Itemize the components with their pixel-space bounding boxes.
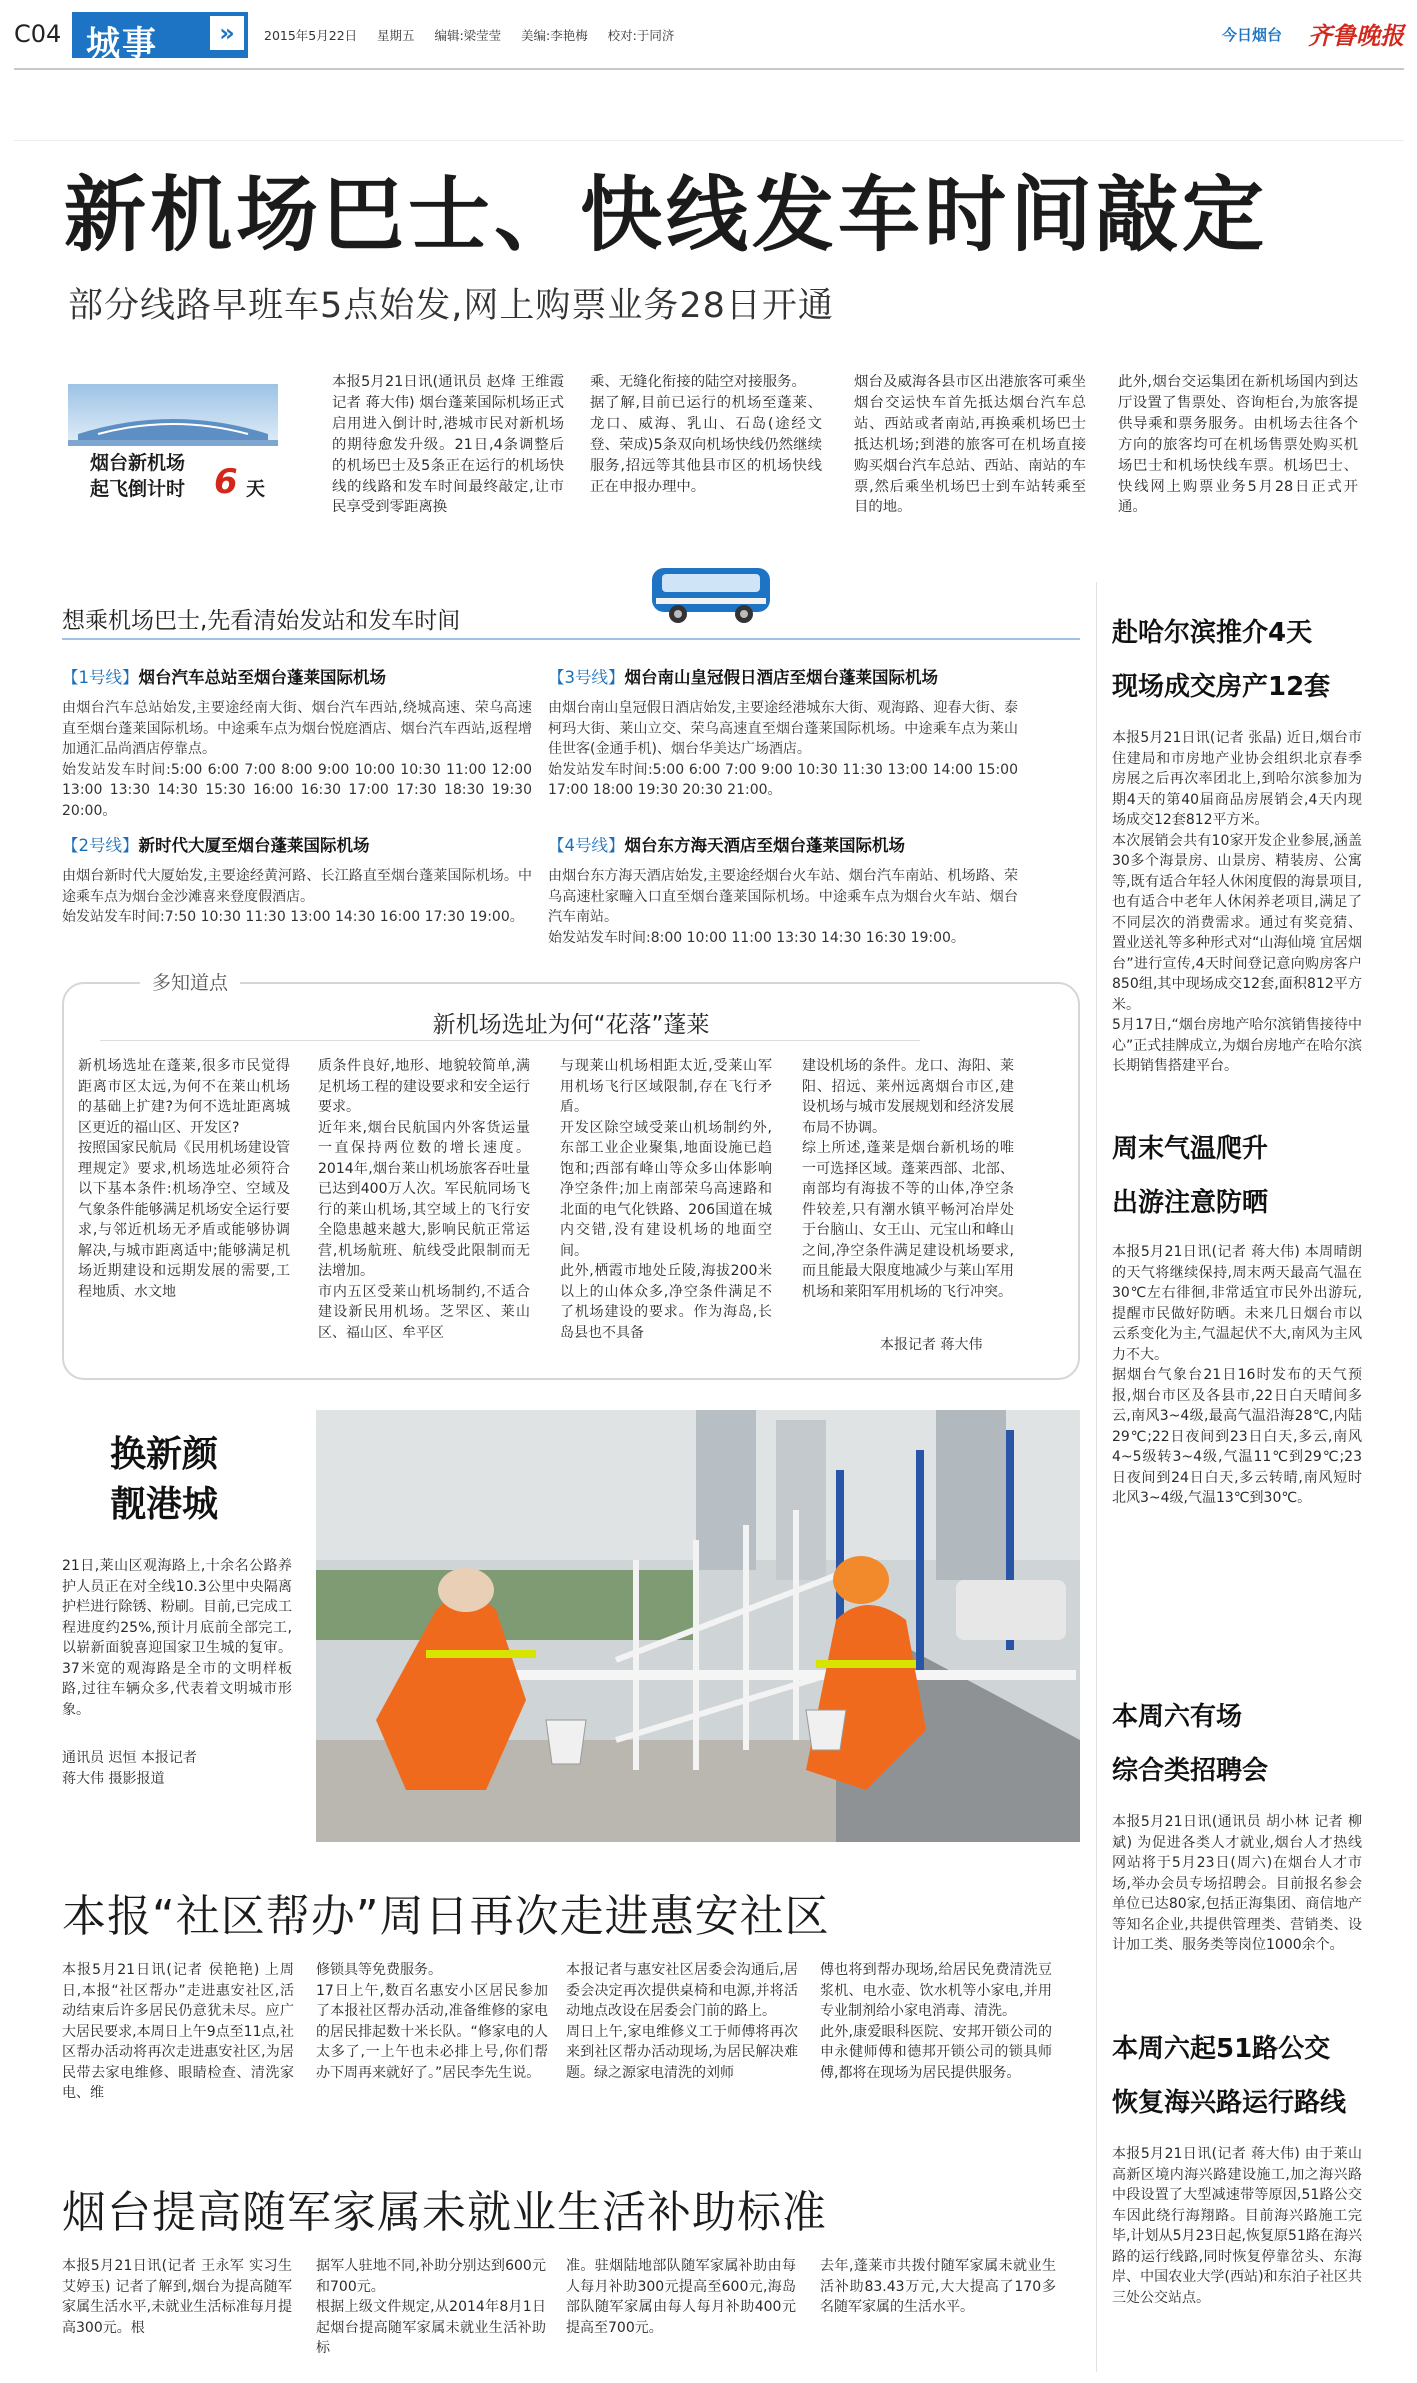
header-meta — [264, 26, 674, 44]
military-col-2: 据军人驻地不同,补助分别达到600元和700元。 根据上级文件规定,从2014年8月1日起烟台提高随军家属未就业生活补助标 — [316, 2258, 546, 2356]
military-col-3: 准。驻烟陆地部队随军家属补助由每人每月补助300元提高至600元,海岛部队随军家属由每人每月补助400元提高至700元。 — [566, 2258, 796, 2336]
bus-heading: 想乘机场巴士,先看清始发站和发车时间 — [62, 608, 461, 634]
military-headline: 烟台提高随军家属未就业生活补助标准 — [62, 2187, 827, 2238]
community-col-4: 傅也将到帮办现场,给居民免费清洗豆浆机、电水壶、饮水机等小家电,并用专业制剂给小家电消毒、清洗。 此外,康爱眼科医院、安邦开锁公司的申永健师傅和德邦开锁公司的锁具师傅,都将在现场为居民提供服务。 — [820, 1962, 1052, 2081]
editor-credit: 编辑:梁莹莹 — [434, 28, 502, 43]
lead-col-3: 烟台及威海各县市区出港旅客可乘坐烟台交运快车首先抵达烟台汽车总站、西站或者南站,再换乘机场巴士抵达机场;到港的旅客可在机场直接购买烟台汽车总站、西站、南站的车票,然后乘坐机场巴士到车站转乘至目的地。 — [854, 374, 1086, 516]
countdown-unit: 天 — [246, 478, 266, 500]
lead-col-1: 本报5月21日讯(通讯员 赵烽 王维霞 记者 蒋大伟) 烟台蓬莱国际机场正式启用进入倒计时,港城市民对新机场的期待愈发升级。21日,4条调整后的机场巴士及5条正在运行的机场快线的线路和发车时间最终敲定,让市民享受到零距离换 — [332, 374, 564, 516]
bus-line-tag: 【2号线】 — [62, 836, 139, 855]
military-col-4: 去年,蓬莱市共拨付随军家属未就业生活补助83.43万元,大大提高了170多名随军家属的生活水平。 — [820, 2258, 1056, 2315]
bus-line-name: 烟台东方海天酒店至烟台蓬莱国际机场 — [624, 836, 905, 855]
bus-heading-rule — [62, 638, 1080, 640]
lead-col-4: 此外,烟台交运集团在新机场国内到达厅设置了售票处、咨询柜台,为旅客提供导乘和票务服务。由机场去往各个方向的旅客均可在机场售票处购买机场巴士和机场快线车票。机场巴士、快线网上购票业务5月28日正式开通。 — [1118, 374, 1358, 516]
lead-headline: 新机场巴士、快线发车时间敲定 — [64, 168, 1269, 263]
bus-line-body: 由烟台南山皇冠假日酒店始发,主要途经港城东大街、观海路、迎春大街、泰柯玛大街、莱山立交、荣乌高速直至烟台蓬莱国际机场。中途乘车点为莱山佳世客(金通手机)、烟台华美达广场酒店。 始发站发车时间:5:00 6:00 7:00 9:00 10:30 11:30 13:00 14:00 15:00 17:00 18:00 19:30 20:30 21:00。 — [548, 700, 1018, 798]
photo-credit: 通讯员 迟恒 本报记者 蒋大伟 摄影报道 — [62, 1750, 197, 1787]
side-headline-line1: 本周六有场 — [1112, 1702, 1243, 1732]
bus-line-4 — [548, 832, 1018, 948]
side-story-2 — [1112, 1122, 1362, 1586]
bus-line-tag: 【4号线】 — [548, 836, 625, 855]
proof-credit: 校对:于同济 — [607, 28, 675, 43]
photo-title-line1: 换新颜 — [110, 1434, 219, 1475]
issue-weekday: 星期五 — [377, 28, 415, 43]
side-headline-line1: 赴哈尔滨推介4天 — [1112, 618, 1313, 648]
bus-icon — [648, 562, 778, 628]
knowledge-col-4: 建设机场的条件。龙口、海阳、莱阳、招远、莱州远离烟台市区,建设机场与城市发展规划和经济发展布局不协调。 综上所述,蓬莱是烟台新机场的唯一可选择区域。蓬莱西部、北部、南部均有海拔不等的山体,净空条件较差,只有潮水镇平畅河冶岸处于台脑山、女王山、元宝山和峰山之间,净空条件满足建设机场要求,而且能最大限度地减少与莱山军用机场和莱阳军用机场的飞行冲突。 — [802, 1058, 1014, 1300]
photo-caption: 21日,莱山区观海路上,十余名公路养护人员正在对全线10.3公里中央隔离护栏进行除锈、粉刷。目前,已完成工程进度约25%,预计月底前全部完工,以崭新面貌喜迎国家卫生城的复审。37米宽的观海路是全市的文明样板路,过往车辆众多,代表着文明城市形象。 — [62, 1558, 292, 1718]
section-name: 城事 — [86, 24, 158, 64]
bus-line-name: 烟台汽车总站至烟台蓬莱国际机场 — [138, 668, 386, 687]
military-col-1: 本报5月21日讯(记者 王永军 实习生 艾婷玉) 记者了解到,烟台为提高随军家属生活水平,未就业生活标准每月提高300元。根 — [62, 2258, 292, 2336]
section-badge — [72, 12, 248, 64]
side-story-3 — [1112, 1690, 1362, 2016]
side-story-body: 本报5月21日讯(记者 蒋大伟) 本周晴朗的天气将继续保持,周末两天最高气温在30℃左右徘徊,非常适宜市民外出游玩,提醒市民做好防晒。未来几日烟台市以云系变化为主,气温起伏不大,南风为主风力不大。 据烟台气象台21日16时发布的天气预报,烟台市区及各县市,22日白天晴间多云,南风3~4级,最高气温沿海28℃,内陆29℃;22日夜间到23日白天,多云,南风4~5级转3~4级,气温11℃到29℃;23日夜间到24日白天,多云转晴,南风短时北风3~4级,气温13℃到30℃。 — [1112, 1244, 1362, 1506]
side-headline-line1: 周末气温爬升 — [1112, 1134, 1269, 1164]
bus-line-1 — [62, 664, 532, 821]
page-header — [0, 0, 1417, 70]
designer-credit: 美编:李艳梅 — [521, 28, 588, 43]
knowledge-title-rule — [100, 1040, 920, 1041]
bus-line-name: 新时代大厦至烟台蓬莱国际机场 — [138, 836, 370, 855]
knowledge-label: 多知道点 — [140, 968, 240, 995]
countdown-line2: 起飞倒计时 — [90, 478, 186, 500]
lead-subheadline: 部分线路早班车5点始发,网上购票业务28日开通 — [68, 286, 834, 326]
community-headline: 本报“社区帮办”周日再次走进惠安社区 — [62, 1891, 830, 1942]
countdown-line1: 烟台新机场 — [90, 452, 186, 474]
side-story-body: 本报5月21日讯(记者 蒋大伟) 由于莱山高新区境内海兴路建设施工,加之海兴路中段设置了大型减速带等原因,51路公交车因此绕行海翔路。目前海兴路施工完毕,计划从5月23日起,恢复原51路在海兴路的运行线路,同时恢复停靠岔头、东海岸、中国农业大学(西站)和东泊子社区共三处公交站点。 — [1112, 2146, 1362, 2306]
side-story-body: 本报5月21日讯(通讯员 胡小林 记者 柳斌) 为促进各类人才就业,烟台人才热线网站将于5月23日(周六)在烟台人才市场,举办会员专场招聘会。目前报名参会单位已达80家,包括正海集团、商信地产等知名企业,共提供管理类、营销类、设计加工类、服务类等岗位1000余个。 — [1112, 1814, 1362, 1953]
bus-line-tag: 【1号线】 — [62, 668, 139, 687]
brand-city: 今日烟台 — [1222, 26, 1283, 44]
sidebar-divider — [1096, 582, 1097, 2372]
page-code: C04 — [14, 20, 62, 48]
bus-line-3 — [548, 664, 1018, 801]
workers-painting-railing-photo — [316, 1410, 1080, 1842]
title-top-rule — [14, 140, 1404, 141]
brand-logo: 齐鲁晚报 — [1308, 21, 1404, 50]
side-story-1 — [1112, 606, 1362, 1136]
airport-terminal-illustration — [68, 384, 278, 446]
countdown-number: 6 — [214, 462, 238, 502]
community-col-2: 修锁具等免费服务。 17日上午,数百名惠安小区居民参加了本报社区帮办活动,准备维修的家电的居民排起数十米长队。“修家电的人太多了,一上午也未必排上号,你们帮办下周再来就好了。”居民李先生说。 — [316, 1962, 548, 2081]
side-headline-line1: 本周六起51路公交 — [1112, 2034, 1331, 2064]
countdown-badge — [68, 384, 278, 514]
bus-line-name: 烟台南山皇冠假日酒店至烟台蓬莱国际机场 — [624, 668, 938, 687]
photo-title-line2: 靓港城 — [110, 1484, 219, 1525]
issue-date: 2015年5月22日 — [264, 28, 358, 43]
bus-line-body: 由烟台汽车总站始发,主要途经南大街、烟台汽车西站,绕城高速、荣乌高速直至烟台蓬莱国际机场。中途乘车点为烟台悦庭酒店、烟台汽车西站,返程增加通汇品尚酒店停靠点。 始发站发车时间:5:00 6:00 7:00 8:00 9:00 10:00 10:30 11:00 12:00 13:00 13:30 14:30 15:30 16:00 16:30 17:00 17:30 18:30 19:30 20:00。 — [62, 700, 532, 819]
bus-line-2 — [62, 832, 532, 928]
lead-col-2: 乘、无缝化衔接的陆空对接服务。 据了解,目前已运行的机场至蓬莱、龙口、威海、乳山、石岛(途经文登、荣成)5条双向机场快线仍然继续服务,招远等其他县市区的机场快线正在申报办理中。 — [590, 374, 822, 495]
side-headline-line2: 恢复海兴路运行路线 — [1112, 2088, 1347, 2118]
side-story-body: 本报5月21日讯(记者 张晶) 近日,烟台市住建局和市房地产业协会组织北京春季房展之后再次率团北上,到哈尔滨参加为期4天的第40届商品房展销会,4天内现场成交12套812平方米。 本次展销会共有10家开发企业参展,涵盖30多个海景房、山景房、精装房、公寓等,既有适合年轻人休闲度假的海景项目,也有适合中老年人休闲养老项目,满足了不同层次的消费需求。通过有奖竞猜、置业送礼等多种形式对“山海仙境 宜居烟台”进行宣传,4天时间登记意向购房客户850组,其中现场成交12套,面积812平方米。 5月17日,“烟台房地产哈尔滨销售接待中心”正式挂牌成立,为烟台房地产在哈尔滨长期销售搭建平台。 — [1112, 730, 1362, 1074]
community-col-3: 本报记者与惠安社区居委会沟通后,居委会决定再次提供桌椅和电源,并将活动地点改设在居委会门前的路上。 周日上午,家电维修义工于师傅将再次来到社区帮办活动现场,为居民解决难题。绿之源家电清洗的刘师 — [566, 1962, 798, 2081]
bus-line-body: 由烟台新时代大厦始发,主要途经黄河路、长江路直至烟台蓬莱国际机场。中途乘车点为烟台金沙滩喜来登度假酒店。 始发站发车时间:7:50 10:30 11:30 13:00 14:30 16:00 17:30 19:00。 — [62, 868, 532, 925]
knowledge-col-2: 质条件良好,地形、地貌较简单,满足机场工程的建设要求和安全运行要求。 近年来,烟台民航国内外客货运量一直保持两位数的增长速度。2014年,烟台莱山机场旅客吞吐量已达到400万人次。军民航同场飞行的莱山机场,其空域上的飞行安全隐患越来越大,影响民航正常运营,机场航班、航线受此限制而无法增加。 市内五区受莱山机场制约,不适合建设新民用机场。芝罘区、莱山区、福山区、牟平区 — [318, 1058, 530, 1341]
side-headline-line2: 综合类招聘会 — [1112, 1756, 1269, 1786]
side-headline-line2: 出游注意防晒 — [1112, 1188, 1269, 1218]
bus-line-body: 由烟台东方海天酒店始发,主要途经烟台火车站、烟台汽车南站、机场路、荣乌高速杜家疃入口直至烟台蓬莱国际机场。中途乘车点为烟台火车站、烟台汽车南站。 始发站发车时间:8:00 10:00 11:00 13:30 14:30 16:30 19:00。 — [548, 868, 1018, 946]
knowledge-byline: 本报记者 蒋大伟 — [880, 1337, 983, 1353]
community-col-1: 本报5月21日讯(记者 侯艳艳) 上周日,本报“社区帮办”走进惠安社区,活动结束后许多居民仍意犹未尽。应广大居民要求,本周日上午9点至11点,社区帮办活动将再次走进惠安社区,为居民带去家电维修、眼睛检查、清洗家电、维 — [62, 1962, 294, 2101]
bus-line-tag: 【3号线】 — [548, 668, 625, 687]
chevron-right-icon: » — [210, 16, 244, 50]
side-headline-line2: 现场成交房产12套 — [1112, 672, 1331, 702]
knowledge-col-3: 与现莱山机场相距太近,受莱山军用机场飞行区域限制,存在飞行矛盾。 开发区除空域受莱山机场制约外,东部工业企业聚集,地面设施已趋饱和;西部有峰山等众多山体影响净空条件;加上南部荣乌高速路和北面的电气化铁路、206国道在城内交错,没有建设机场的地面空间。 此外,栖霞市地处丘陵,海拔200米以上的山体众多,净空条件满足不了机场建设的要求。作为海岛,长岛县也不具备 — [560, 1058, 772, 1341]
knowledge-title: 新机场选址为何“花落”蓬莱 — [432, 1012, 710, 1038]
header-rule — [14, 68, 1404, 70]
side-story-4 — [1112, 2022, 1362, 2374]
knowledge-col-1: 新机场选址在蓬莱,很多市民觉得距离市区太远,为何不在莱山机场的基础上扩建?为何不选址距离城区更近的福山区、开发区? 按照国家民航局《民用机场建设管理规定》要求,机场选址必须符合以下基本条件:机场净空、空域及气象条件能够满足机场安全运行要求,与邻近机场无矛盾或能够协调解决,与城市距离适中;能够满足机场近期建设和远期发展的需要,工程地质、水文地 — [78, 1058, 290, 1300]
